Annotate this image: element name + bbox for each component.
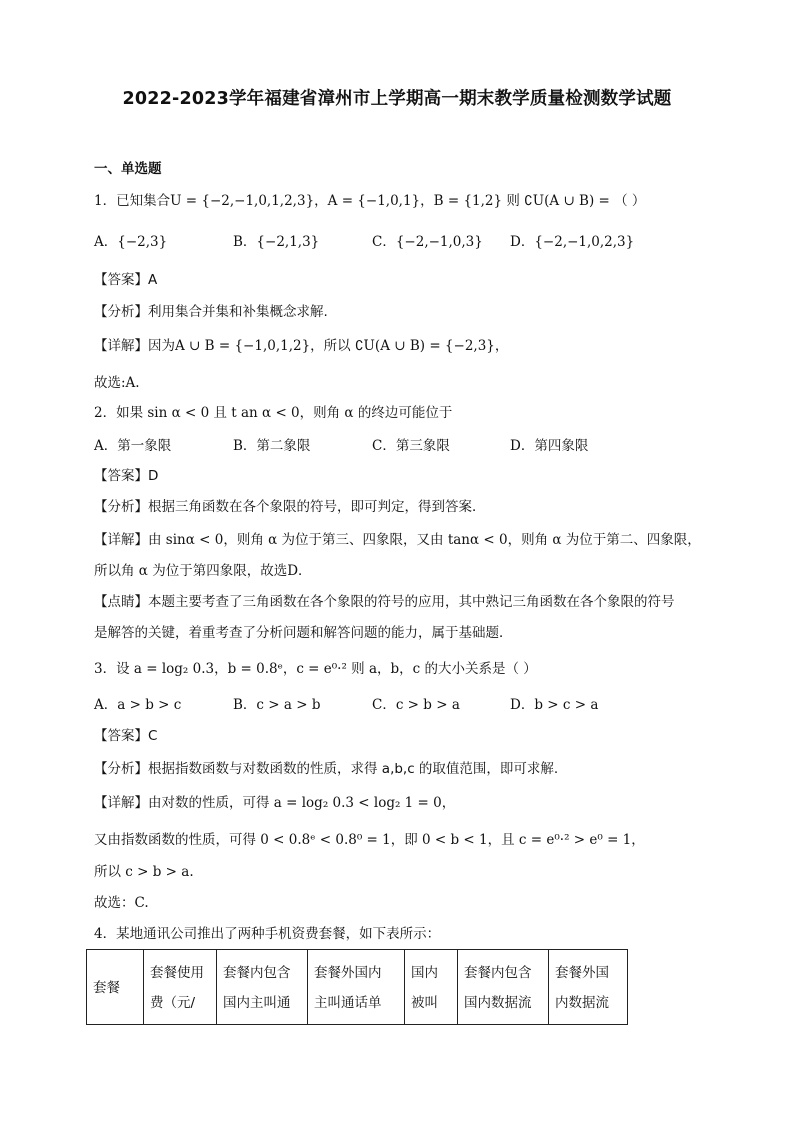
table-header-cell (308, 950, 405, 1025)
q1-option-d: D．{−2,−1,0,2,3} (510, 234, 635, 250)
header-line: 内数据流 (555, 995, 609, 1011)
q2-option-b: B．第二象限 (233, 438, 311, 454)
q1-conclusion: 故选:A. (94, 375, 140, 391)
q3-detail-line1: 【详解】由对数的性质，可得 a = log₂ 0.3 < log₂ 1 = 0， (94, 795, 456, 811)
q2-detail-line2: 所以角 α 为位于第四象限，故选D． (94, 563, 312, 579)
header-line: 国内数据流 (464, 995, 532, 1011)
q1-detail: 【详解】因为A ∪ B = {−1,0,1,2}，所以 ∁U(A ∪ B) = {−2,3}， (94, 338, 509, 354)
q2-option-a: A．第一象限 (94, 438, 172, 454)
q2-comment-line1: 【点睛】本题主要考查了三角函数在各个象限的符号的应用，其中熟记三角函数在各个象限的符号 (94, 594, 675, 610)
q3-option-b: B．c > a > b (233, 697, 321, 713)
header-line: 套餐外国内 (314, 965, 382, 981)
q1-answer: 【答案】A (94, 272, 158, 288)
question-2-stem: 2．如果 sin α < 0 且 t an α < 0，则角 α 的终边可能位于 (94, 405, 453, 421)
q2-option-d: D．第四象限 (510, 438, 589, 454)
page-title: 2022-2023学年福建省漳州市上学期高一期末教学质量检测数学试题 (122, 89, 672, 109)
header-line: 被叫 (411, 995, 438, 1011)
header-line: 套餐 (93, 980, 120, 996)
q3-answer: 【答案】C (94, 728, 158, 744)
fee-plan-table (86, 949, 628, 1025)
q1-option-c: C．{−2,−1,0,3} (372, 234, 483, 250)
q3-detail-line3: 所以 c > b > a. (94, 864, 194, 880)
table-header-cell (144, 950, 217, 1025)
header-line: 套餐内包含 (223, 965, 291, 981)
q2-answer: 【答案】D (94, 468, 159, 484)
q2-option-c: C．第三象限 (372, 438, 450, 454)
q1-option-a: A．{−2,3} (94, 234, 168, 250)
q2-detail-line1: 【详解】由 sinα < 0，则角 α 为位于第三、四象限，又由 tanα < 0，则角 α 为位于第二、四象限， (94, 532, 701, 548)
table-header-cell (217, 950, 308, 1025)
table-header-row (87, 950, 628, 1025)
q1-option-b: B．{−2,1,3} (233, 234, 320, 250)
q3-option-d: D．b > c > a (510, 697, 599, 713)
header-line: 国内 (411, 965, 438, 981)
section-heading: 一、单选题 (94, 161, 162, 177)
q2-analysis: 【分析】根据三角函数在各个象限的符号，即可判定，得到答案． (94, 499, 486, 515)
question-4-stem: 4．某地通讯公司推出了两种手机资费套餐，如下表所示： (94, 926, 441, 942)
q3-analysis: 【分析】根据指数函数与对数函数的性质，求得 a,b,c 的取值范围，即可求解. (94, 761, 559, 777)
q3-conclusion: 故选：C. (94, 895, 149, 911)
table-header-cell (549, 950, 628, 1025)
q3-option-c: C．c > b > a (372, 697, 460, 713)
q1-analysis: 【分析】利用集合并集和补集概念求解. (94, 304, 328, 320)
question-3-stem: 3．设 a = log₂ 0.3，b = 0.8ᵉ，c = e⁰·² 则 a，b，c 的大小关系是（ ） (94, 661, 537, 677)
header-line: 套餐外国 (555, 965, 609, 981)
header-line: 国内主叫通 (223, 995, 291, 1011)
q3-option-a: A．a > b > c (94, 697, 182, 713)
q3-detail-line2: 又由指数函数的性质，可得 0 < 0.8ᵉ < 0.8⁰ = 1，即 0 < b < 1，且 c = e⁰·² > e⁰ = 1， (94, 832, 645, 848)
header-line: 套餐使用 (150, 965, 204, 981)
table-header-cell (87, 950, 144, 1025)
header-line: 主叫通话单 (314, 995, 382, 1011)
question-1-stem: 1．已知集合U = {−2,−1,0,1,2,3}，A = {−1,0,1}，B = {1,2} 则 ∁U(A ∪ B) = （ ） (94, 193, 646, 209)
header-line: 费（元/ (150, 995, 196, 1011)
q2-comment-line2: 是解答的关键，着重考查了分析问题和解答问题的能力，属于基础题． (94, 625, 513, 641)
header-line: 套餐内包含 (464, 965, 532, 981)
table-header-cell (405, 950, 458, 1025)
table-header-cell (458, 950, 549, 1025)
